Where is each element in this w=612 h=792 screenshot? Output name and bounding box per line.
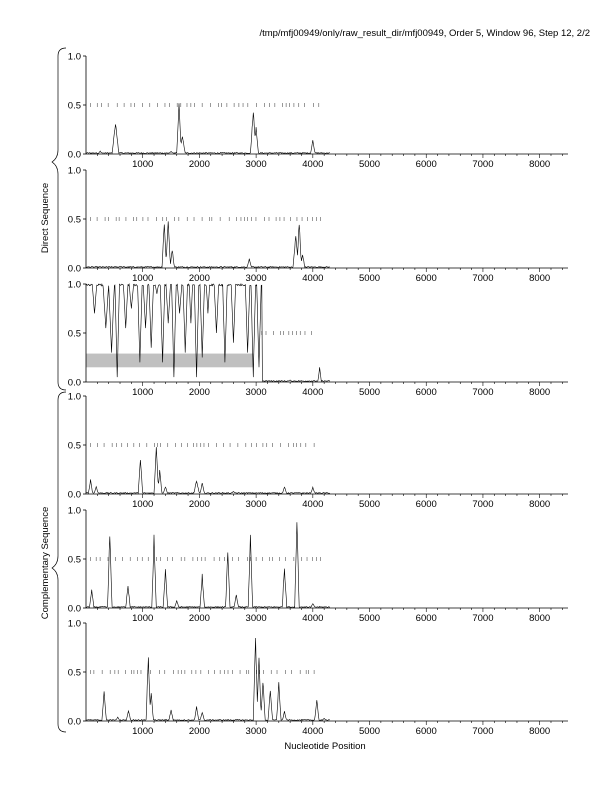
x-tick-label: 7000 [472,387,494,398]
y-tick-label: 0.0 [67,603,81,615]
x-tick-label: 1000 [132,159,154,170]
x-tick-label: 7000 [472,499,494,510]
x-tick-label: 6000 [415,613,437,624]
x-tick-label: 1000 [132,273,154,284]
y-tick-label: 1.0 [67,505,81,517]
x-tick-label: 8000 [529,499,551,510]
series-line [86,522,330,607]
panel-complementary-frame-1 [68,392,568,511]
x-tick-label: 6000 [415,273,437,284]
y-tick-label: 0.0 [67,377,81,389]
x-tick-label: 8000 [529,159,551,170]
y-tick-label: 0.0 [67,149,81,161]
x-tick-label: 8000 [529,613,551,624]
x-tick-label: 4000 [302,726,324,737]
x-tick-label: 1000 [132,726,154,737]
x-tick-label: 5000 [358,387,381,398]
x-tick-label: 7000 [472,726,494,737]
x-tick-label: 5000 [358,273,381,284]
y-tick-label: 1.0 [67,165,81,177]
y-tick-label: 0.5 [67,328,81,340]
x-tick-label: 2000 [188,159,210,170]
x-tick-label: 1000 [132,387,154,398]
y-tick-label: 1.0 [67,279,81,291]
x-tick-label: 2000 [188,726,210,737]
panel-direct-frame-1 [68,52,568,171]
y-tick-label: 0.5 [67,440,81,452]
x-tick-label: 8000 [529,726,551,737]
direct-group-label: Direct Sequence [40,182,51,254]
x-tick-label: 6000 [415,499,437,510]
x-tick-label: 2000 [188,387,210,398]
series-line [86,221,330,267]
x-tick-label: 3000 [245,499,267,510]
y-tick-label: 0.0 [67,489,81,501]
chart-header-title: /tmp/mfj00949/only/raw_result_dir/mfj00949, Order 5, Window 96, Step 12, 2/2 [259,28,590,39]
y-tick-label: 0.5 [67,667,81,679]
series-line [86,447,330,493]
x-tick-label: 4000 [302,387,324,398]
y-tick-label: 1.0 [67,391,81,403]
series-line [86,638,330,721]
x-tick-label: 6000 [415,387,437,398]
x-tick-label: 5000 [358,613,381,624]
x-axis-title: Nucleotide Position [284,741,366,752]
direct-bracket [52,48,66,390]
x-tick-label: 3000 [245,159,267,170]
y-tick-label: 1.0 [67,51,81,63]
x-tick-label: 4000 [302,159,324,170]
shaded-band [86,354,253,368]
group-brackets [40,48,66,732]
panel-direct-frame-3 [68,280,568,399]
panels-group [68,52,568,738]
y-tick-label: 0.0 [67,263,81,275]
x-tick-label: 7000 [472,159,494,170]
y-tick-label: 0.5 [67,100,81,112]
x-tick-label: 6000 [415,726,437,737]
x-tick-label: 2000 [188,273,210,284]
y-tick-label: 0.5 [67,214,81,226]
x-tick-label: 1000 [132,613,154,624]
complementary-bracket [52,392,66,732]
y-tick-label: 0.0 [67,716,81,728]
series-line [86,103,330,153]
x-tick-label: 4000 [302,499,324,510]
x-tick-label: 3000 [245,726,267,737]
x-tick-label: 3000 [245,273,267,284]
x-tick-label: 1000 [132,499,154,510]
x-tick-label: 2000 [188,499,210,510]
x-tick-label: 3000 [245,613,267,624]
x-tick-label: 6000 [415,159,437,170]
y-tick-label: 0.5 [67,554,81,566]
x-tick-label: 3000 [245,387,267,398]
x-tick-label: 7000 [472,273,494,284]
panel-complementary-frame-2 [68,506,568,625]
complementary-group-label: Complementary Sequence [40,506,51,620]
x-tick-label: 8000 [529,387,551,398]
x-tick-label: 5000 [358,159,381,170]
x-tick-label: 4000 [302,613,324,624]
x-tick-label: 5000 [358,726,381,737]
panel-direct-frame-2 [68,166,568,285]
x-tick-label: 4000 [302,273,324,284]
y-tick-label: 1.0 [67,618,81,630]
x-tick-label: 7000 [472,613,494,624]
x-tick-label: 2000 [188,613,210,624]
x-tick-label: 5000 [358,499,381,510]
x-tick-label: 8000 [529,273,551,284]
panel-complementary-frame-3 [68,619,568,738]
